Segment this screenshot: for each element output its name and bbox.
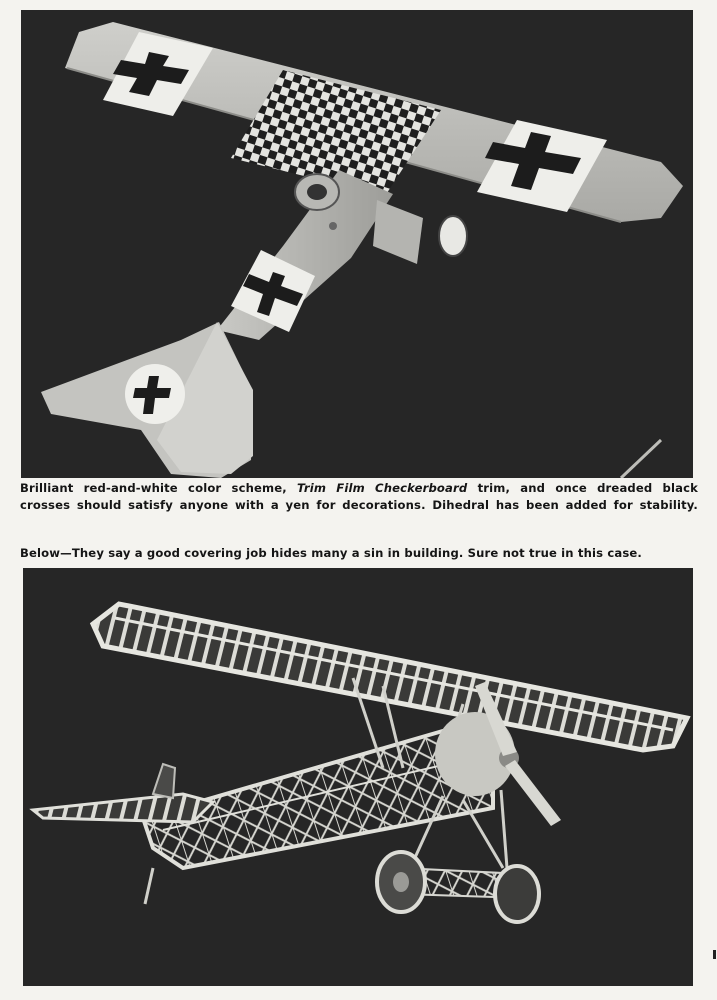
bottom-photo-caption: Below—They say a good covering job hides many a sin in building. Sure not true in this case. (20, 546, 642, 560)
uncovered-airplane-photo (23, 568, 693, 986)
uncovered-airplane-illustration (23, 568, 693, 986)
caption-top-text-b: trim, and once dreaded black (467, 481, 698, 495)
covered-airplane-illustration (21, 10, 693, 478)
page-edge-mark (713, 950, 716, 959)
caption-top-italic-product: Trim Film Checkerboard (297, 481, 468, 495)
top-photo-caption (20, 480, 698, 514)
caption-top-text-a: Brilliant red-and-white color scheme, (20, 481, 298, 495)
caption-top-line-1 (20, 480, 698, 497)
caption-top-line-2: crosses should satisfy anyone with a yen for decorations. Dihedral has been added for stability. (20, 498, 698, 512)
wheel (439, 216, 467, 256)
covered-airplane-photo (21, 10, 693, 478)
right-wheel (495, 866, 539, 922)
